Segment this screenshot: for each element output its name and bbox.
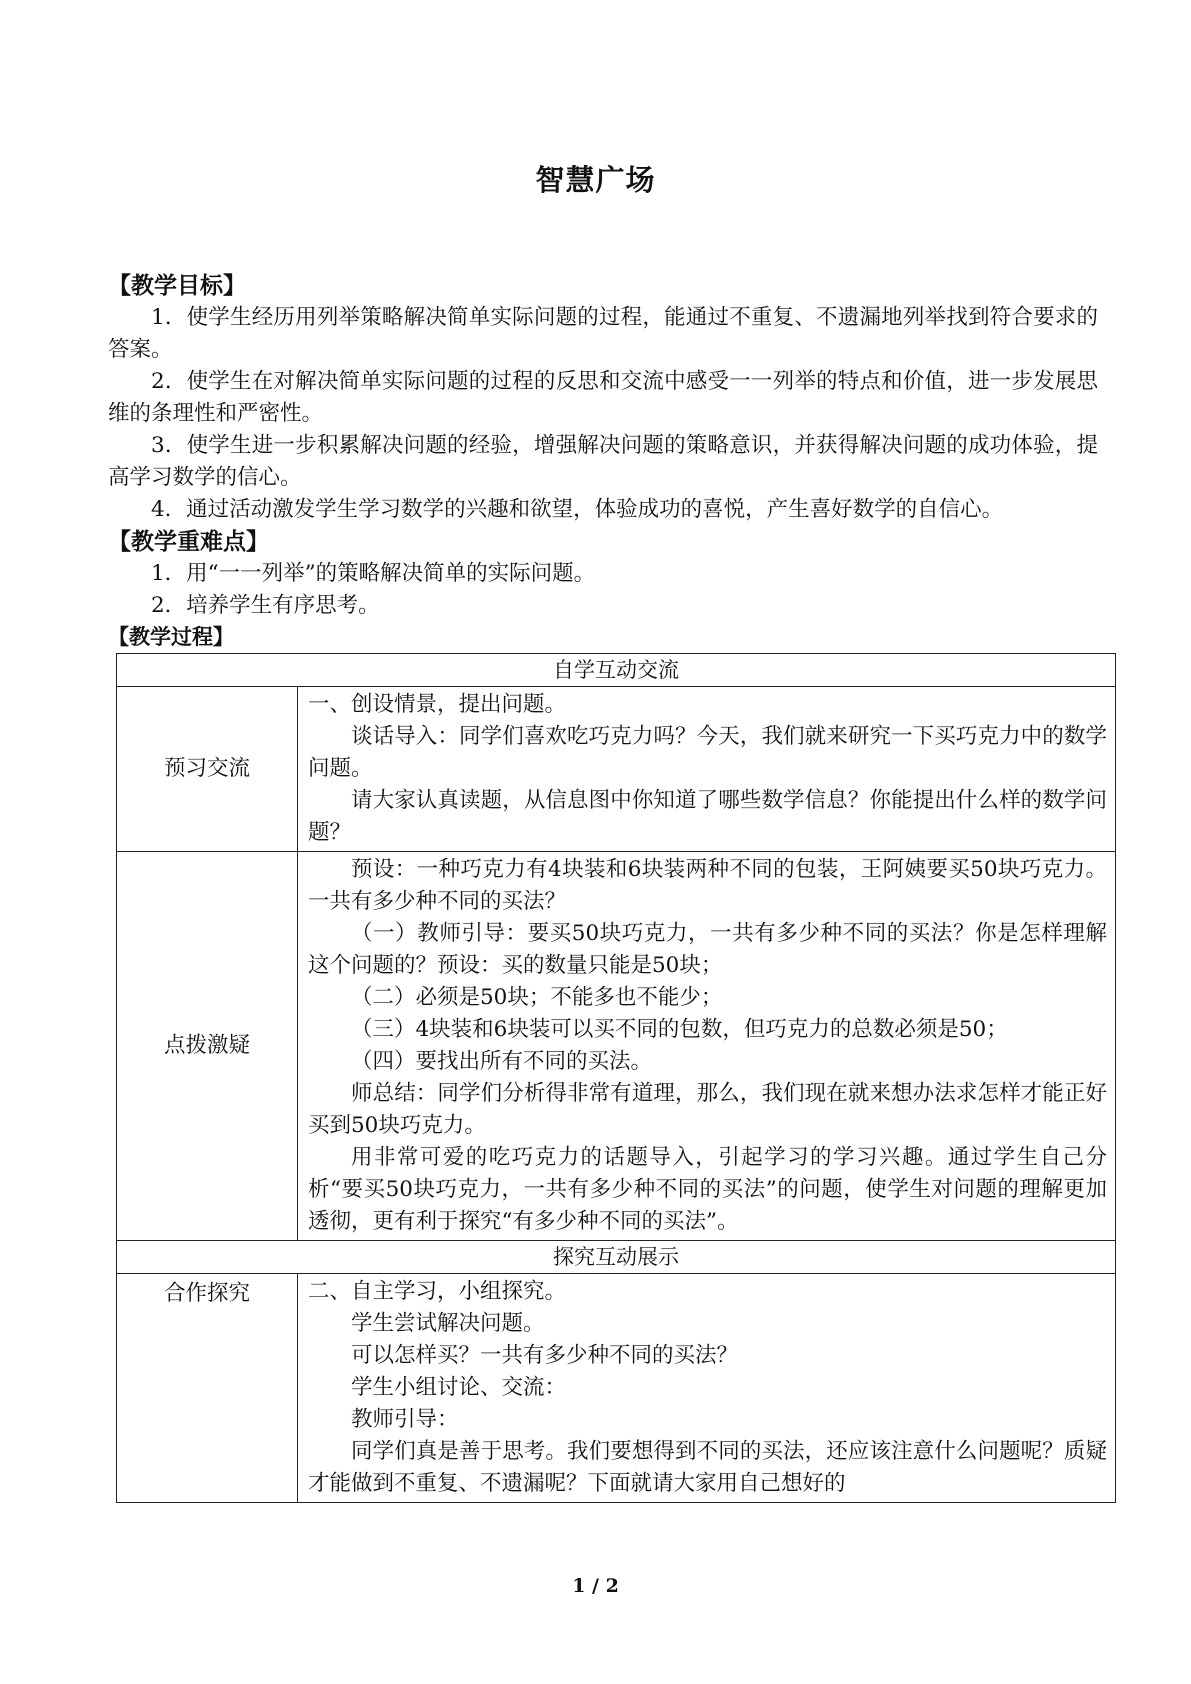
content-line: 教师引导：	[351, 1407, 459, 1432]
key-points-heading: 【教学重难点】	[108, 529, 269, 555]
table-row	[117, 687, 1116, 852]
row-content-cooperate	[298, 1274, 1116, 1503]
content-line: 请大家认真读题，从信息图中你知道了哪些数学信息？你能提出什么样的数学问题？	[308, 788, 1107, 845]
key-point-item-1: 1．用“一一列举”的策略解决简单的实际问题。	[151, 561, 596, 586]
content-line: （四）要找出所有不同的买法。	[351, 1049, 653, 1074]
content-line: 预设：一种巧克力有4块装和6块装两种不同的包装，王阿姨要买50块巧克力。一共有多少种不同的买法？	[308, 857, 1107, 914]
section-title-explore: 探究互动展示	[117, 1241, 1116, 1274]
goals-heading: 【教学目标】	[108, 273, 246, 299]
lesson-table	[116, 653, 1116, 1503]
content-line: 同学们真是善于思考。我们要想得到不同的买法，还应该注意什么问题呢？质疑才能做到不重复、不遗漏呢？下面就请大家用自己想好的	[308, 1439, 1107, 1496]
table-section-row	[117, 654, 1116, 687]
goal-item-4: 4．通过活动激发学生学习数学的兴趣和欲望，体验成功的喜悦，产生喜好数学的自信心。	[151, 497, 1004, 522]
content-line: （三）4块装和6块装可以买不同的包数，但巧克力的总数必须是50；	[351, 1017, 1008, 1042]
row-label-guidance: 点拨激疑	[117, 852, 298, 1241]
content-line: 谈话导入：同学们喜欢吃巧克力吗？今天，我们就来研究一下买巧克力中的数学问题。	[308, 724, 1107, 781]
content-line: 二、自主学习，小组探究。	[308, 1279, 567, 1304]
process-heading: 【教学过程】	[108, 625, 234, 649]
content-line: 可以怎样买？一共有多少种不同的买法？	[351, 1343, 739, 1368]
content-line: 学生小组讨论、交流：	[351, 1375, 567, 1400]
goal-item-3: 3．使学生进一步积累解决问题的经验，增强解决问题的策略意识，并获得解决问题的成功体验，提高学习数学的信心。	[108, 433, 1098, 490]
content-line: 用非常可爱的吃巧克力的话题导入，引起学习的学习兴趣。通过学生自己分析“要买50块巧克力，一共有多少种不同的买法”的问题，使学生对问题的理解更加透彻，更有利于探究“有多少种不同的买法”。	[308, 1145, 1107, 1234]
page-number: 1 / 2	[572, 1575, 619, 1597]
section-title-self-study: 自学互动交流	[117, 654, 1116, 687]
content-line: 一、创设情景，提出问题。	[308, 692, 567, 717]
page-title: 智慧广场	[535, 163, 656, 197]
key-point-item-2: 2．培养学生有序思考。	[151, 593, 380, 618]
row-content-preview	[298, 687, 1116, 852]
content-line: （二）必须是50块；不能多也不能少；	[351, 985, 723, 1010]
goal-item-2: 2．使学生在对解决简单实际问题的过程的反思和交流中感受一一列举的特点和价值，进一步发展思维的条理性和严密性。	[108, 369, 1098, 426]
content-line: 学生尝试解决问题。	[351, 1311, 545, 1336]
table-row	[117, 1274, 1116, 1503]
table-section-row	[117, 1241, 1116, 1274]
content-line: 师总结：同学们分析得非常有道理，那么，我们现在就来想办法求怎样才能正好买到50块巧克力。	[308, 1081, 1107, 1138]
goal-item-1: 1．使学生经历用列举策略解决简单实际问题的过程，能通过不重复、不遗漏地列举找到符合要求的答案。	[108, 305, 1098, 362]
content-line: （一）教师引导：要买50块巧克力，一共有多少种不同的买法？你是怎样理解这个问题的？预设：买的数量只能是50块；	[308, 921, 1107, 978]
table-row	[117, 852, 1116, 1241]
row-content-guidance	[298, 852, 1116, 1241]
document-body	[108, 270, 1107, 1503]
row-label-preview: 预习交流	[117, 687, 298, 852]
row-label-cooperate: 合作探究	[117, 1274, 298, 1503]
